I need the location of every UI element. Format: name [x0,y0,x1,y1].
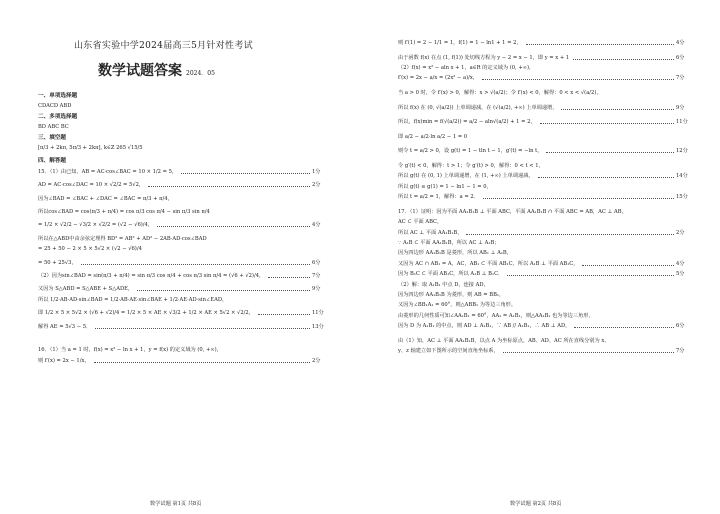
line-text: 所以，f(x)min = f(√(a/2)) = a/2 − aln√(a/2) + 1 = 2， [398,119,536,126]
answer-line [38,297,227,303]
line-text: CDACD ABD [38,103,72,110]
leader-dots [546,152,674,153]
leader-dots [258,314,310,315]
page-footer: 数学试题 第2页 共8页 [510,501,562,507]
answer-line [38,222,153,228]
line-text: ∵ A₁B ⊂ 平面 AA₁B₁B，所以 AC ⊥ A₁B； [398,240,500,246]
answer-line [38,145,143,151]
score-mark: 13分 [312,323,324,330]
line-text: 又因为∠BB₁A₁ = 60°，则△ABB₁ 为等边三角形。 [398,302,517,309]
line-text: 因为四边形 AA₁B₁B 是菱形，所以 AB₁ ⊥ A₁B， [398,250,512,257]
line-text: 所以在△ABD中由余弦定理得 BD² = AB² + AD² − 2AB·AD·cos∠BAD [38,235,207,242]
line-text: （2）f(x) = x² − aln x + 1，a∈R 的定义域为 (0, +∞)， [398,65,535,71]
doc-title-text: 数学试题答案 [98,63,182,79]
line-text: 15．（1）由已知，AB = AC·cos∠BAC = 10 × 1/2 = 5， [38,168,178,175]
score-mark: 9分 [312,286,321,293]
line-text: 由（1）知，AC ⊥ 平面 AA₁B₁B，以点 A 为坐标原点，AB、AD、AC 所在直线分别为 x、 [398,337,610,344]
line-text: 由菱形的几何性质可知∠AA₁B₁ = 60°，AA₁ = A₁B₁，则△AA₁B₁ 也为等边三角形， [398,312,594,319]
answer-line [38,103,71,109]
answer-line [38,182,144,188]
line-text: AD = AC·cos∠DAC = 10 × √2/2 = 5√2， [38,182,145,189]
score-mark: 2分 [312,357,321,364]
answer-line [398,348,499,354]
score-mark: 11分 [676,119,688,126]
answer-line [38,260,77,266]
line-text: f′(x) = 2x − a/x = (2x² − a)/x， [398,75,478,82]
answer-line [398,55,569,61]
answer-line [398,240,499,246]
section-heading [38,158,66,164]
answer-line [398,302,516,308]
school-title: 山东省实验中学2024届高三5月针对性考试 [74,41,253,51]
line-text: 令 g′(t) < 0，解得：t > 1；令 g′(t) > 0，解得：0 < t < 1， [398,163,544,169]
line-text: 四、解答题 [38,158,66,165]
answer-line [398,105,557,111]
answer-line [398,75,478,81]
line-text: AC ⊂ 平面 ABC， [398,219,443,226]
answer-line [38,347,222,353]
answer-line [398,250,512,256]
score-mark: 6分 [676,54,685,61]
line-text: 当 a > 0 时，令 f′(x) > 0，解得：x > √(a/2)；令 f′(x) < 0，解得：0 < x < √(a/2)， [398,90,602,96]
leader-dots [482,79,674,80]
answer-line [398,209,627,215]
line-text: 则 f′(1) = 2 − 1/1 = 1，f(1) = 1 − ln1 + 1 = 2， [398,40,522,46]
line-text: 即 1/2 × 5 × 5√2 × (√6 + √2)/4 = 1/2 × 5 × AE × √3/2 + 1/2 × AE × 5√2 × √2/2， [38,310,254,317]
line-text: （2）因为sin∠BAD = sin(π/3 + π/4) = sin π/3 cos π/4 + cos π/3 sin π/4 = (√6 + √2)/4， [38,273,265,279]
line-text: 所以 AC ⊥ 平面 AA₁B₁B， [398,229,463,236]
line-text: 由于函数 f(x) 在点 (1, f(1)) 处切线方程为 y − 2 = x − 1，即 y = x + 1 [398,54,570,61]
score-mark: 7分 [676,75,685,82]
line-text: 则 f′(x) = 2x − 1/x， [38,357,90,364]
answer-line [398,194,479,200]
answer-line [398,230,462,236]
answer-line [398,90,602,96]
answer-line [398,163,544,169]
doc-title [98,60,215,80]
answer-line [398,65,534,71]
answer-line [398,338,609,344]
line-text: 因为 D 为 A₁B₁ 的中点，则 AD ⊥ A₁B₁，∵ AB // A₁B₁，∴ AB ⊥ AD， [398,323,571,330]
line-text: 又因为 S△ABD = S△ABE + S△ADE， [38,286,134,293]
answer-line [38,196,173,202]
leader-dots [94,362,310,363]
answer-line [398,219,442,225]
line-text: 因为四边形 AA₁B₁B 为菱形，则 AB = BB₁， [398,292,505,298]
line-text: 解得 AE = 5√3 − 5． [38,323,92,330]
score-mark: 2分 [312,182,321,189]
page-footer: 数学试题 第1页 共8页 [150,501,202,507]
line-text: = 50 + 25√3， [38,259,77,266]
leader-dots [573,59,674,60]
leader-dots [157,226,310,227]
answer-line [38,358,90,364]
answer-line [38,273,264,279]
score-mark: 14分 [676,173,688,180]
leader-dots [507,275,674,276]
answer-line [38,124,69,130]
line-text: 三、填空题 [38,134,66,141]
score-mark: 5分 [676,271,685,278]
score-mark: 4分 [676,40,685,46]
answer-line [38,236,207,242]
line-text: = 1/2 × √2/2 − √3/2 × √2/2 = (√2 − √6)/4， [38,222,154,229]
leader-dots [81,264,310,265]
leader-dots [574,327,674,328]
score-mark: 7分 [312,273,321,279]
score-mark: 15分 [676,194,688,201]
line-text: 所以 f(x) 在 (0, √(a/2)) 上单调递减，在 (√(a/2), +∞) 上单调递增， [398,104,558,111]
line-text: = 25 + 50 − 2 × 5 × 5√2 × (√2 − √6)/4 [38,246,142,253]
answer-line [398,282,489,288]
answer-line [398,148,542,154]
leader-dots [503,352,674,353]
line-text: 又因为 AC ∩ AB₁ = A，AC，AB₁ ⊂ 平面 AB₁C，所以 A₁B ⊥ 平面 AB₁C， [398,260,579,267]
leader-dots [526,44,674,45]
score-mark: 4分 [312,222,321,229]
section-heading [38,93,77,99]
answer-line [38,246,142,252]
line-text: 所以 g(t) ≤ g(1) = 1 − ln1 − 1 = 0， [398,183,492,190]
leader-dots [538,177,674,178]
leader-dots [95,328,310,329]
score-mark: 9分 [676,104,685,111]
leader-dots [540,123,674,124]
line-text: y、z 轴建立如下图所示的空间直角坐标系， [398,348,499,355]
answer-line [398,323,570,329]
line-text: 因为∠BAD = ∠BAC + ∠DAC = ∠BAC = π/3 + π/4， [38,195,173,202]
leader-dots [148,186,310,187]
leader-dots [181,173,310,174]
score-mark: 2分 [676,229,685,236]
answer-line [398,271,503,277]
answer-line [398,184,492,190]
leader-dots [582,265,674,266]
score-mark: 4分 [676,260,685,267]
line-text: [π/3 + 2kπ, 5π/3 + 2kπ], k∈Z 265 √15/5 [38,145,143,151]
answer-line [398,40,522,46]
score-mark: 7分 [676,348,685,355]
section-heading [38,135,66,141]
line-text: 17．（1）证明：因为平面 AA₁B₁B ⊥ 平面 ABC，平面 AA₁B₁B ∩ 平面 ABC = AB，AC ⊥ AB， [398,208,627,215]
answer-line [38,310,254,316]
line-text: 因为 B₁C ⊂ 平面 AB₁C，所以 A₁B ⊥ B₁C． [398,271,504,278]
line-text: 所以 1/2·AB·AD·sin∠BAD = 1/2·AB·AE·sin∠BAE + 1/2·AE·AD·sin∠EAD， [38,296,228,303]
score-mark: 11分 [312,310,324,317]
answer-line [398,261,578,267]
line-text: 一、单项选择题 [38,93,78,99]
score-mark: 12分 [676,148,688,155]
answer-line [38,324,91,330]
line-text: BD ABC BC [38,124,69,131]
line-text: （2）解：取 A₁B₁ 中点 D，连接 AD， [398,281,489,288]
section-heading [38,114,77,120]
leader-dots [466,234,674,235]
line-text: 16．（1）当 a = 1 时，f(x) = x² − ln x + 1，y = f(x) 的定义域为 (0, +∞)， [38,347,222,354]
score-mark: 6分 [312,259,321,266]
answer-line [38,169,177,175]
page-2 [360,0,720,514]
answer-line [398,173,534,179]
leader-dots [483,198,674,199]
answer-line [398,292,504,298]
score-mark: 1分 [312,168,321,175]
line-text: 即 a/2 − a/2·ln a/2 − 1 = 0 [398,133,468,140]
answer-line [38,209,210,215]
answer-line [398,134,467,140]
line-text: 二、多项选择题 [38,113,78,120]
score-mark: 6分 [676,323,685,330]
leader-dots [268,277,310,278]
line-text: 所以cos∠BAD = cos(π/3 + π/4) = cos π/3 cos π/4 − sin π/3 sin π/4 [38,209,210,215]
leader-dots [137,290,310,291]
answer-line [398,313,594,319]
line-text: 则令 t = a/2 > 0，设 g(t) = 1 − tln t − 1，g′(t) = −ln t， [398,148,543,155]
doc-date: 2024．05 [186,70,215,77]
line-text: 所以 t = a/2 = 1，解得：a = 2． [398,194,479,201]
leader-dots [561,109,674,110]
answer-line [38,286,133,292]
line-text: 所以 g(t) 在 (0, 1) 上单调递增，在 (1, +∞) 上单调递减， [398,173,534,180]
answer-line [398,119,536,125]
